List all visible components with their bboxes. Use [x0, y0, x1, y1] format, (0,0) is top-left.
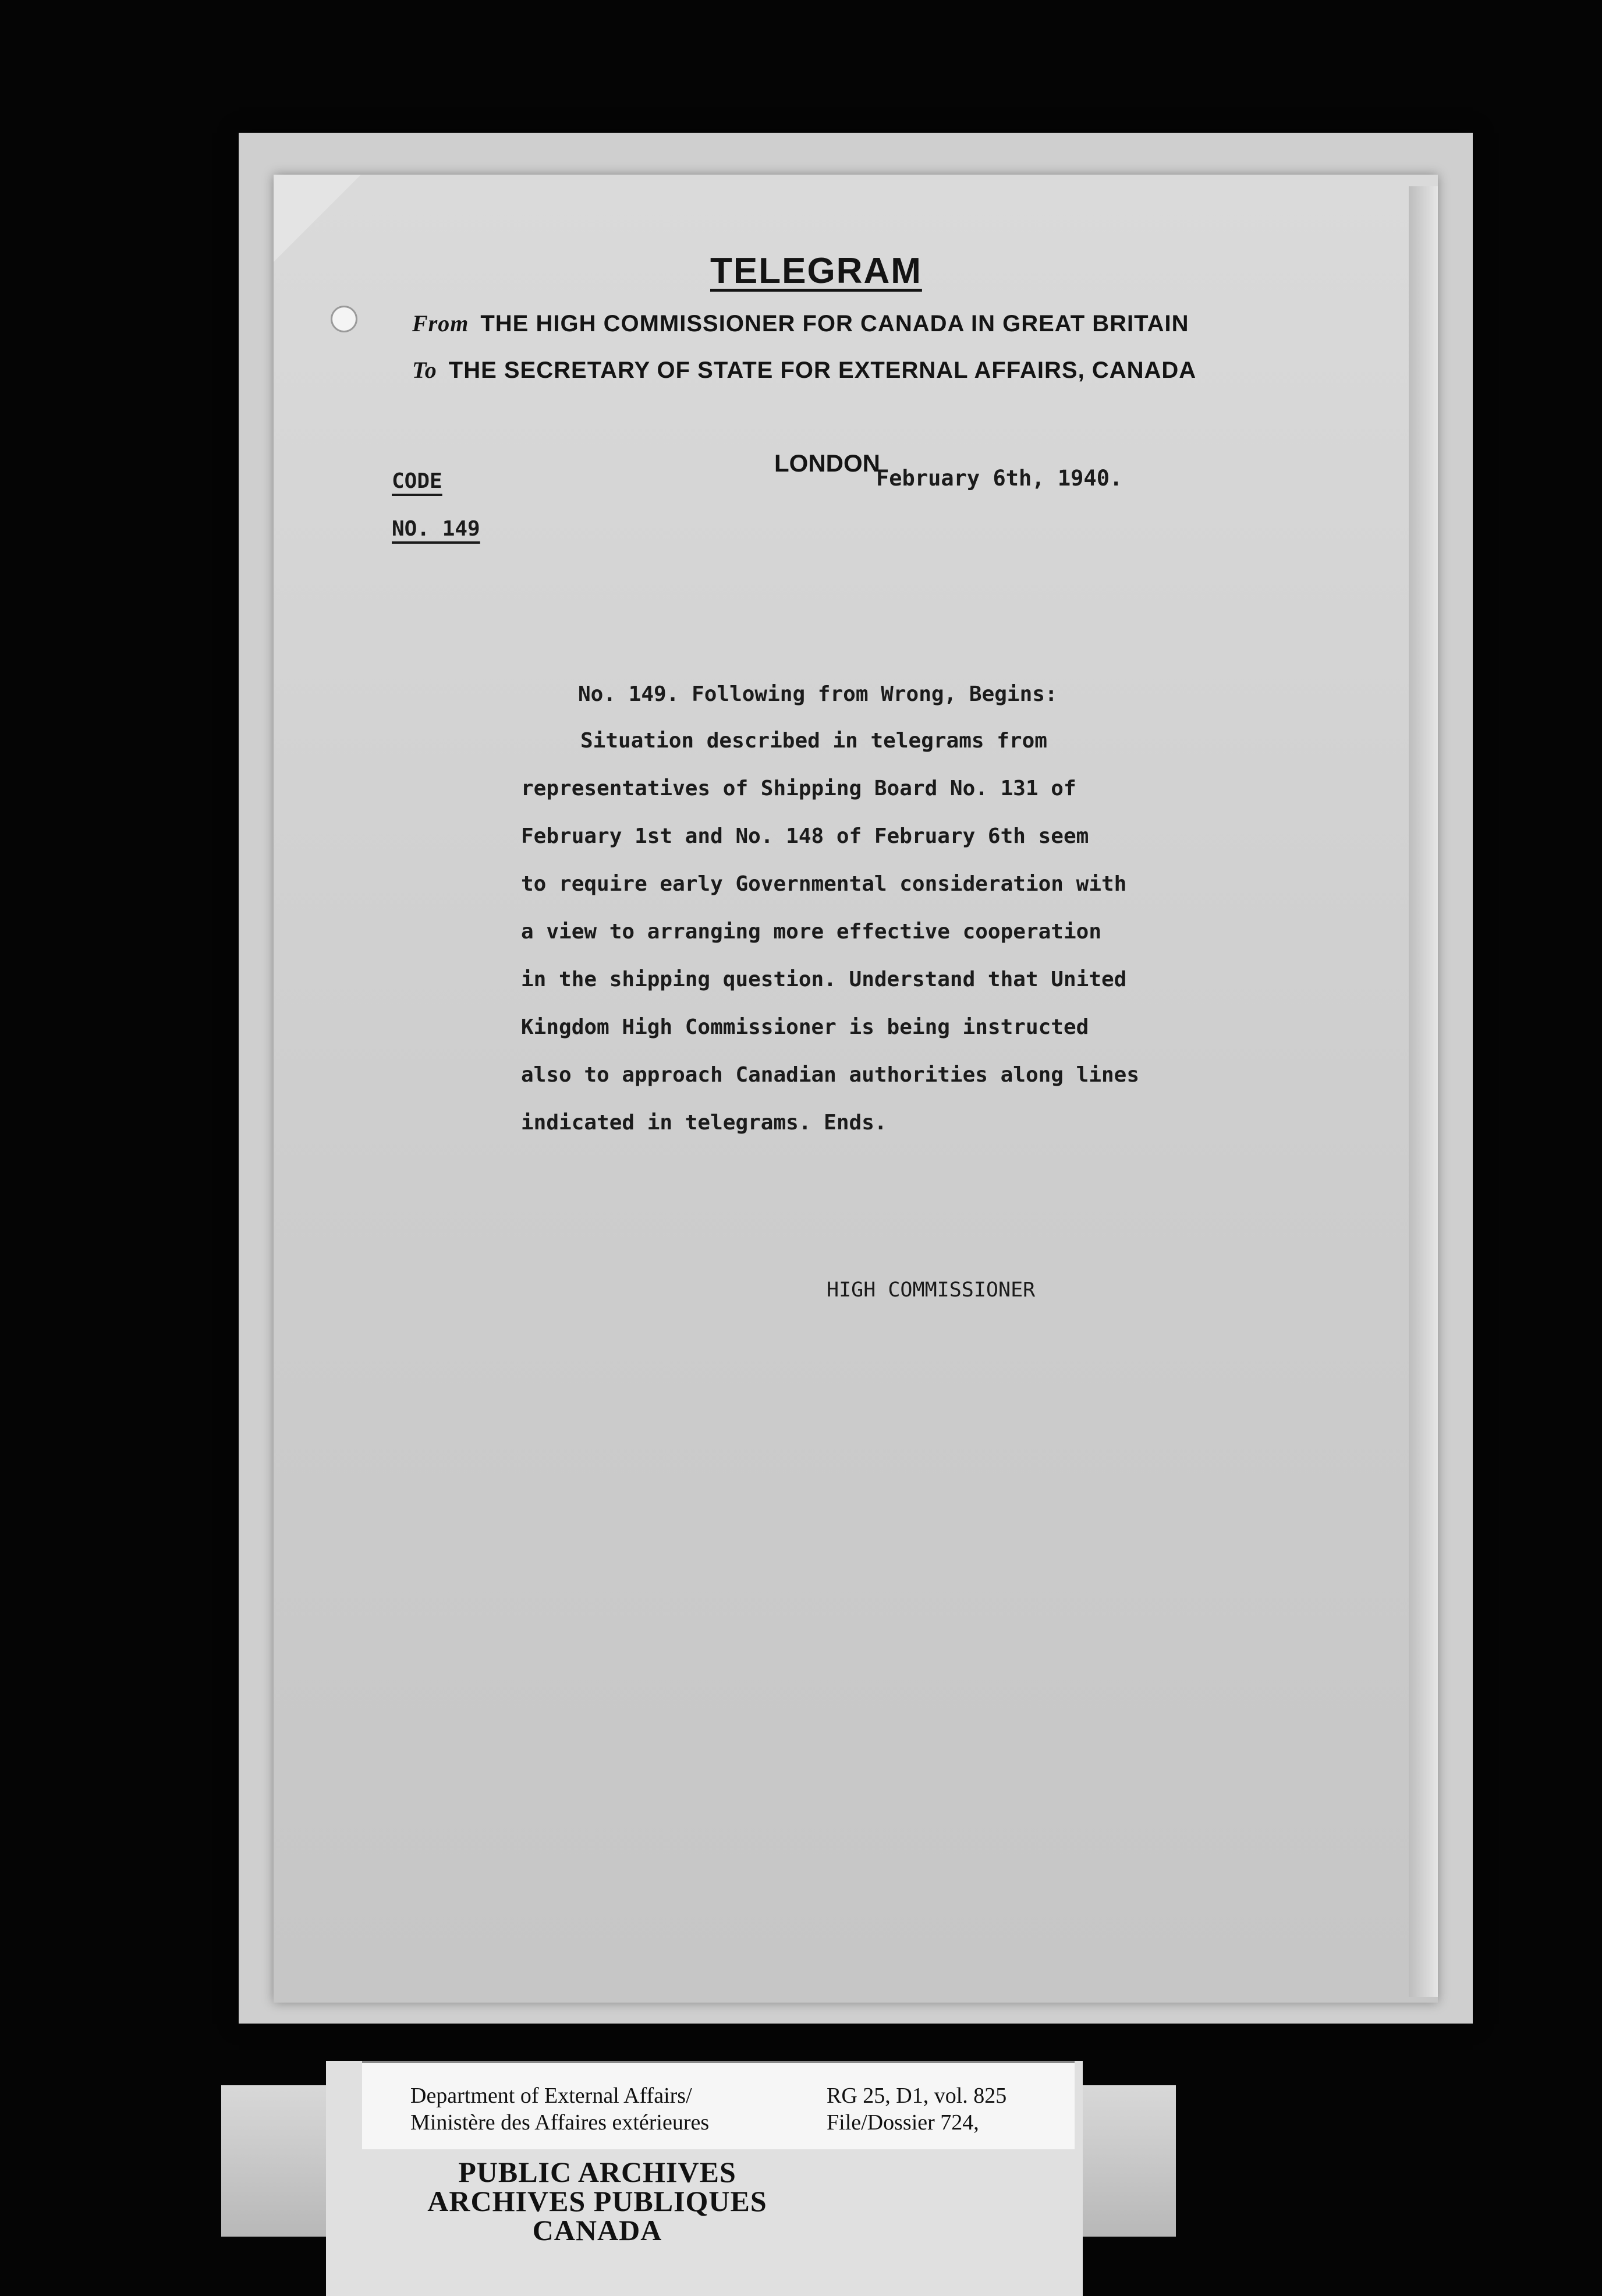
- telegram-date: February 6th, 1940.: [876, 466, 1123, 491]
- body-line: in the shipping question. Understand that United: [521, 968, 1127, 991]
- signature: HIGH COMMISSIONER: [827, 1278, 1036, 1302]
- from-line: [412, 310, 1189, 337]
- place-label: LONDON: [774, 449, 880, 477]
- body-line: indicated in telegrams. Ends.: [521, 1111, 887, 1135]
- code-label: CODE: [392, 469, 442, 493]
- department-line-1: Department of External Affairs/: [410, 2084, 692, 2108]
- from-value: THE HIGH COMMISSIONER FOR CANADA IN GREAT BRITAIN: [480, 311, 1189, 336]
- body-line: to require early Governmental consideration with: [521, 872, 1127, 896]
- telegram-title: TELEGRAM: [710, 251, 922, 291]
- department-line-2: Ministère des Affaires extérieures: [410, 2110, 710, 2135]
- archive-stamp-line-1: PUBLIC ARCHIVES: [458, 2156, 736, 2188]
- folded-corner: [274, 175, 361, 262]
- to-line: [412, 356, 1196, 384]
- archive-stamp-line-3: CANADA: [532, 2214, 662, 2247]
- body-line: Situation described in telegrams from: [580, 729, 1047, 753]
- from-label: From: [412, 310, 469, 336]
- to-label: To: [412, 357, 437, 383]
- body-line: a view to arranging more effective cooperation: [521, 920, 1101, 944]
- to-value: THE SECRETARY OF STATE FOR EXTERNAL AFFAIRS, CANADA: [448, 357, 1197, 383]
- body-line: February 1st and No. 148 of February 6th seem: [521, 824, 1089, 848]
- telegram-page: [274, 175, 1438, 2003]
- body-line: Kingdom High Commissioner is being instructed: [521, 1015, 1089, 1039]
- archive-stamp-line-2: ARCHIVES PUBLIQUES: [427, 2185, 767, 2217]
- body-line: representatives of Shipping Board No. 131 of: [521, 777, 1076, 800]
- reference-line-2: File/Dossier 724,: [827, 2110, 979, 2135]
- page-edge: [1409, 186, 1438, 1997]
- reference-line-1: RG 25, D1, vol. 825: [827, 2084, 1007, 2108]
- body-line: No. 149. Following from Wrong, Begins:: [578, 682, 1058, 706]
- body-line: also to approach Canadian authorities along lines: [521, 1063, 1140, 1087]
- telegram-number: NO. 149: [392, 517, 480, 541]
- punch-hole: [331, 306, 357, 332]
